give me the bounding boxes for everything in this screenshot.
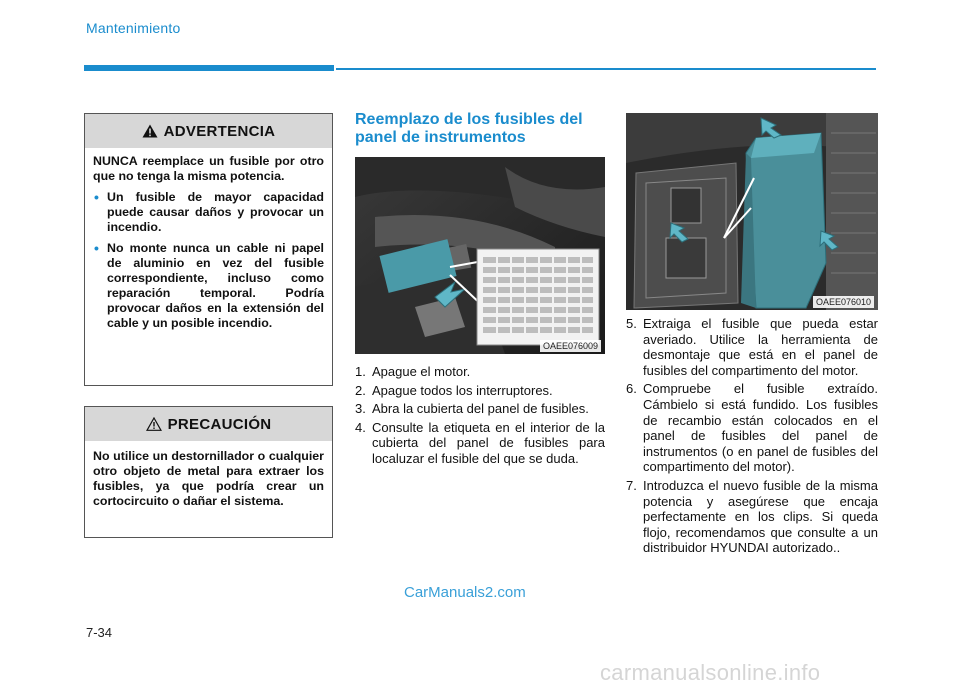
caution-title: PRECAUCIÓN: [167, 415, 272, 433]
warning-title: ADVERTENCIA: [163, 122, 276, 140]
caution-header: [85, 407, 332, 441]
warning-triangle-icon: [142, 124, 158, 138]
engine-fuse-box-illustration: [626, 113, 878, 310]
step-item: 1. Apague el motor.: [355, 364, 471, 379]
section-header: Mantenimiento: [86, 20, 181, 36]
caution-box: [84, 406, 333, 538]
step-item: 2. Apague todos los interruptores.: [355, 382, 553, 398]
header-bar: [84, 65, 334, 71]
caution-triangle-icon: [146, 417, 162, 431]
warning-bullet: • No monte nunca un cable ni papel de aluminio en vez del fusible correspondiente, incluso como reparación temporal. Podría provocar daños en la extensión del cable y un posible incendio.: [93, 241, 324, 331]
step-item: 3. Abra la cubierta del panel de fusibles.: [355, 401, 589, 417]
warning-header: [85, 114, 332, 148]
header-rule: [336, 68, 876, 70]
page-number: 7-34: [86, 625, 113, 640]
warning-bullet: • Un fusible de mayor capacidad puede causar daños y provocar un incendio.: [93, 190, 324, 235]
step-item: 7. Introduzca el nuevo fusible de la misma potencia y asegúrese que encaja perfectamente en los clips. Si queda flojo, recomendamos que consulte a un distribuidor HYUNDAI autorizado..: [626, 477, 878, 556]
fuse-panel-illustration: [355, 157, 605, 354]
watermark-link[interactable]: CarManuals2.com: [404, 584, 526, 601]
image-code: OAEE076009: [540, 340, 601, 352]
warning-intro: NUNCA reemplace un fusible por otro que no tenga la misma potencia.: [93, 154, 324, 183]
steps-list-right: [626, 316, 878, 559]
warning-box: [84, 113, 333, 386]
step-item: 4. Consulte la etiqueta en el interior de la cubierta del panel de fusibles para localuzar el fusible del que se duda.: [355, 419, 605, 466]
image-code: OAEE076010: [813, 296, 874, 308]
step-item: 6. Compruebe el fusible extraído. Cámbielo si está fundido. Los fusibles de recambio están colocados en el panel de fusibles del panel de instrumentos (o en panel de fusibles del compartimento del motor).: [626, 381, 878, 475]
caution-body: No utilice un destornillador o cualquier otro objeto de metal para extraer los fusibles, ya que podría crear un cortocircuito o dañar el sistema.: [93, 449, 324, 508]
step-item: 5. Extraiga el fusible que pueda estar averiado. Utilice la herramienta de desmontaje que está en el panel de fusibles del compartimento del motor.: [626, 316, 878, 378]
steps-list: [355, 364, 605, 470]
section-title: Reemplazo de los fusibles del panel de instrumentos: [355, 111, 583, 146]
site-watermark: carmanualsonline.info: [600, 660, 821, 685]
